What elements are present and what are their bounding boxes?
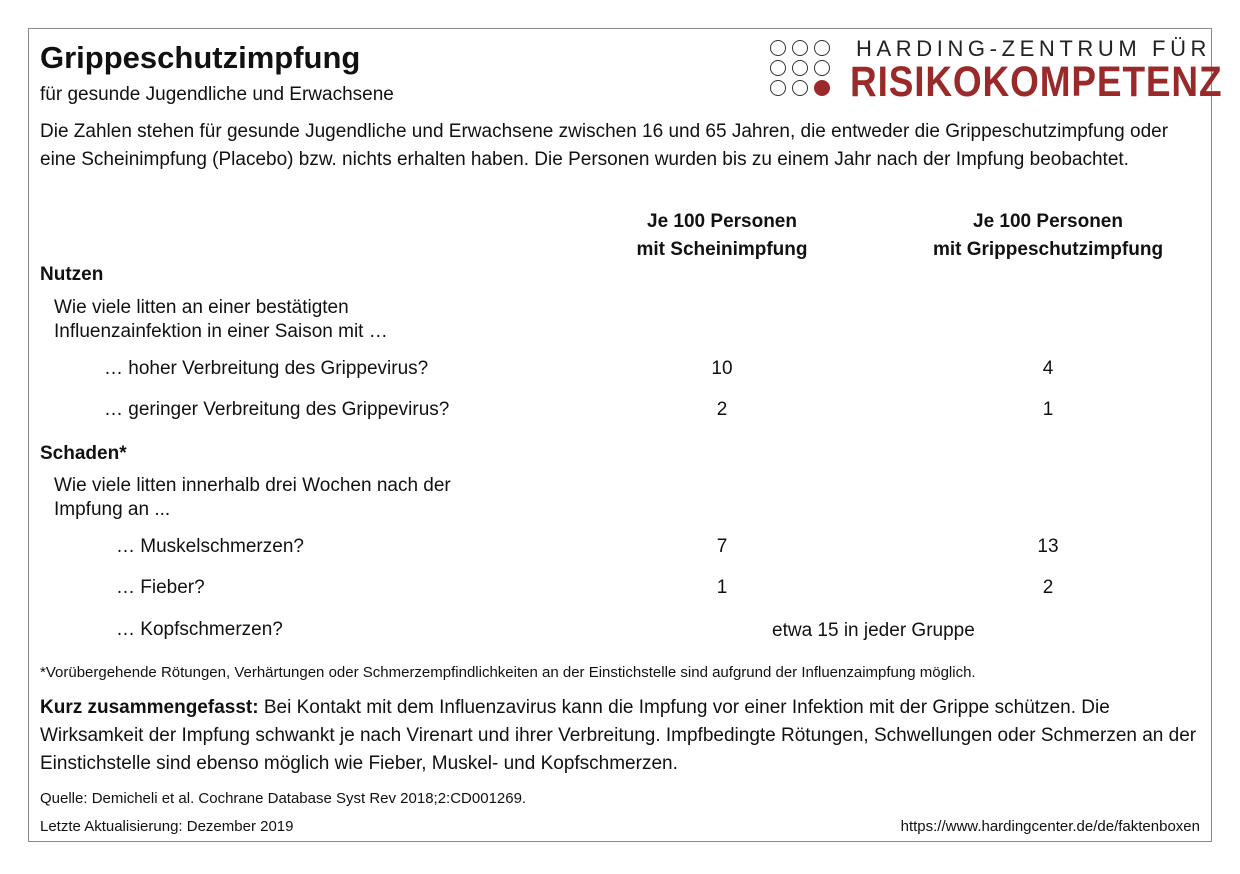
nutzen-question-line2: Influenzainfektion in einer Saison mit … [54,321,388,342]
schaden-row-vaccine-value: 2 [1042,577,1054,598]
summary-label: Kurz zusammengefasst: [40,697,259,718]
column-header-vaccine-line2: mit Grippeschutzimpfung [932,239,1164,260]
column-header-vaccine-line1: Je 100 Personen [973,211,1123,232]
schaden-row-label: … Kopfschmerzen? [116,619,283,640]
logo-line2: RISIKOKOMPETENZ [850,58,1223,106]
nutzen-row-vaccine-value: 1 [1042,399,1054,420]
page-subtitle: für gesunde Jugendliche und Erwachsene [40,84,394,105]
intro-text: Die Zahlen stehen für gesunde Jugendliche und Erwachsene zwischen 16 und 65 Jahren, die entweder die Grippeschutzimpfung oder eine Scheinimpfung (Placebo) bzw. nichts erhalten haben. Die Personen wurden bis zu einem Jahr nach der Impfung beobachtet. [40,121,1169,170]
schaden-row-label: … Muskelschmerzen? [116,536,304,557]
nutzen-row-label: … hoher Verbreitung des Grippevirus? [104,358,429,379]
schaden-row-placebo-value: 1 [716,577,728,598]
harding-logo [770,36,1223,112]
page-title: Grippeschutzimpfung [40,40,361,75]
nutzen-row-label: … geringer Verbreitung des Grippevirus? [104,399,450,420]
schaden-row-label: … Fieber? [116,577,205,598]
column-header-placebo [582,208,862,264]
schaden-row-placebo-value: 7 [716,536,728,557]
nutzen-question [54,296,534,344]
column-header-placebo-line2: mit Scheinimpfung [636,239,808,260]
schaden-row-vaccine-value: 13 [1037,536,1059,557]
schaden-question-line1: Wie viele litten innerhalb drei Wochen nach der [54,475,451,496]
summary [40,694,1210,778]
section-heading-schaden: Schaden* [40,443,127,464]
logo-line1: HARDING-ZENTRUM FÜR [856,36,1212,61]
schaden-question-line2: Impfung an ... [54,499,171,520]
logo-dots-icon [770,40,836,96]
column-header-placebo-line1: Je 100 Personen [647,211,797,232]
schaden-row-combined-value: etwa 15 in jeder Gruppe [772,620,975,641]
last-updated: Letzte Aktualisierung: Dezember 2019 [40,818,294,835]
nutzen-row-placebo-value: 10 [711,358,733,379]
schaden-question [54,474,534,522]
factbox-url-link[interactable]: https://www.hardingcenter.de/de/faktenboxen [900,818,1200,835]
nutzen-row-placebo-value: 2 [716,399,728,420]
summary-text: Bei Kontakt mit dem Influenzavirus kann die Impfung vor einer Infektion mit der Grippe schützen. Die Wirksamkeit der Impfung schwankt je nach Virenart und ihrer Verbreitung. Impfbedingte Rötungen, Schwellungen oder Schmerzen an der Einstichstelle sind ebenso möglich wie Fieber, Muskel- und Kopfschmerzen. [40,697,1197,774]
footnote: *Vorübergehende Rötungen, Verhärtungen oder Schmerzempfindlichkeiten an der Einstichstelle sind aufgrund der Influenzaimpfung möglich. [40,664,976,681]
column-header-vaccine [908,208,1188,264]
section-heading-nutzen: Nutzen [40,264,104,285]
nutzen-row-vaccine-value: 4 [1042,358,1054,379]
source-citation: Quelle: Demicheli et al. Cochrane Database Syst Rev 2018;2:CD001269. [40,790,527,807]
nutzen-question-line1: Wie viele litten an einer bestätigten [54,297,349,318]
